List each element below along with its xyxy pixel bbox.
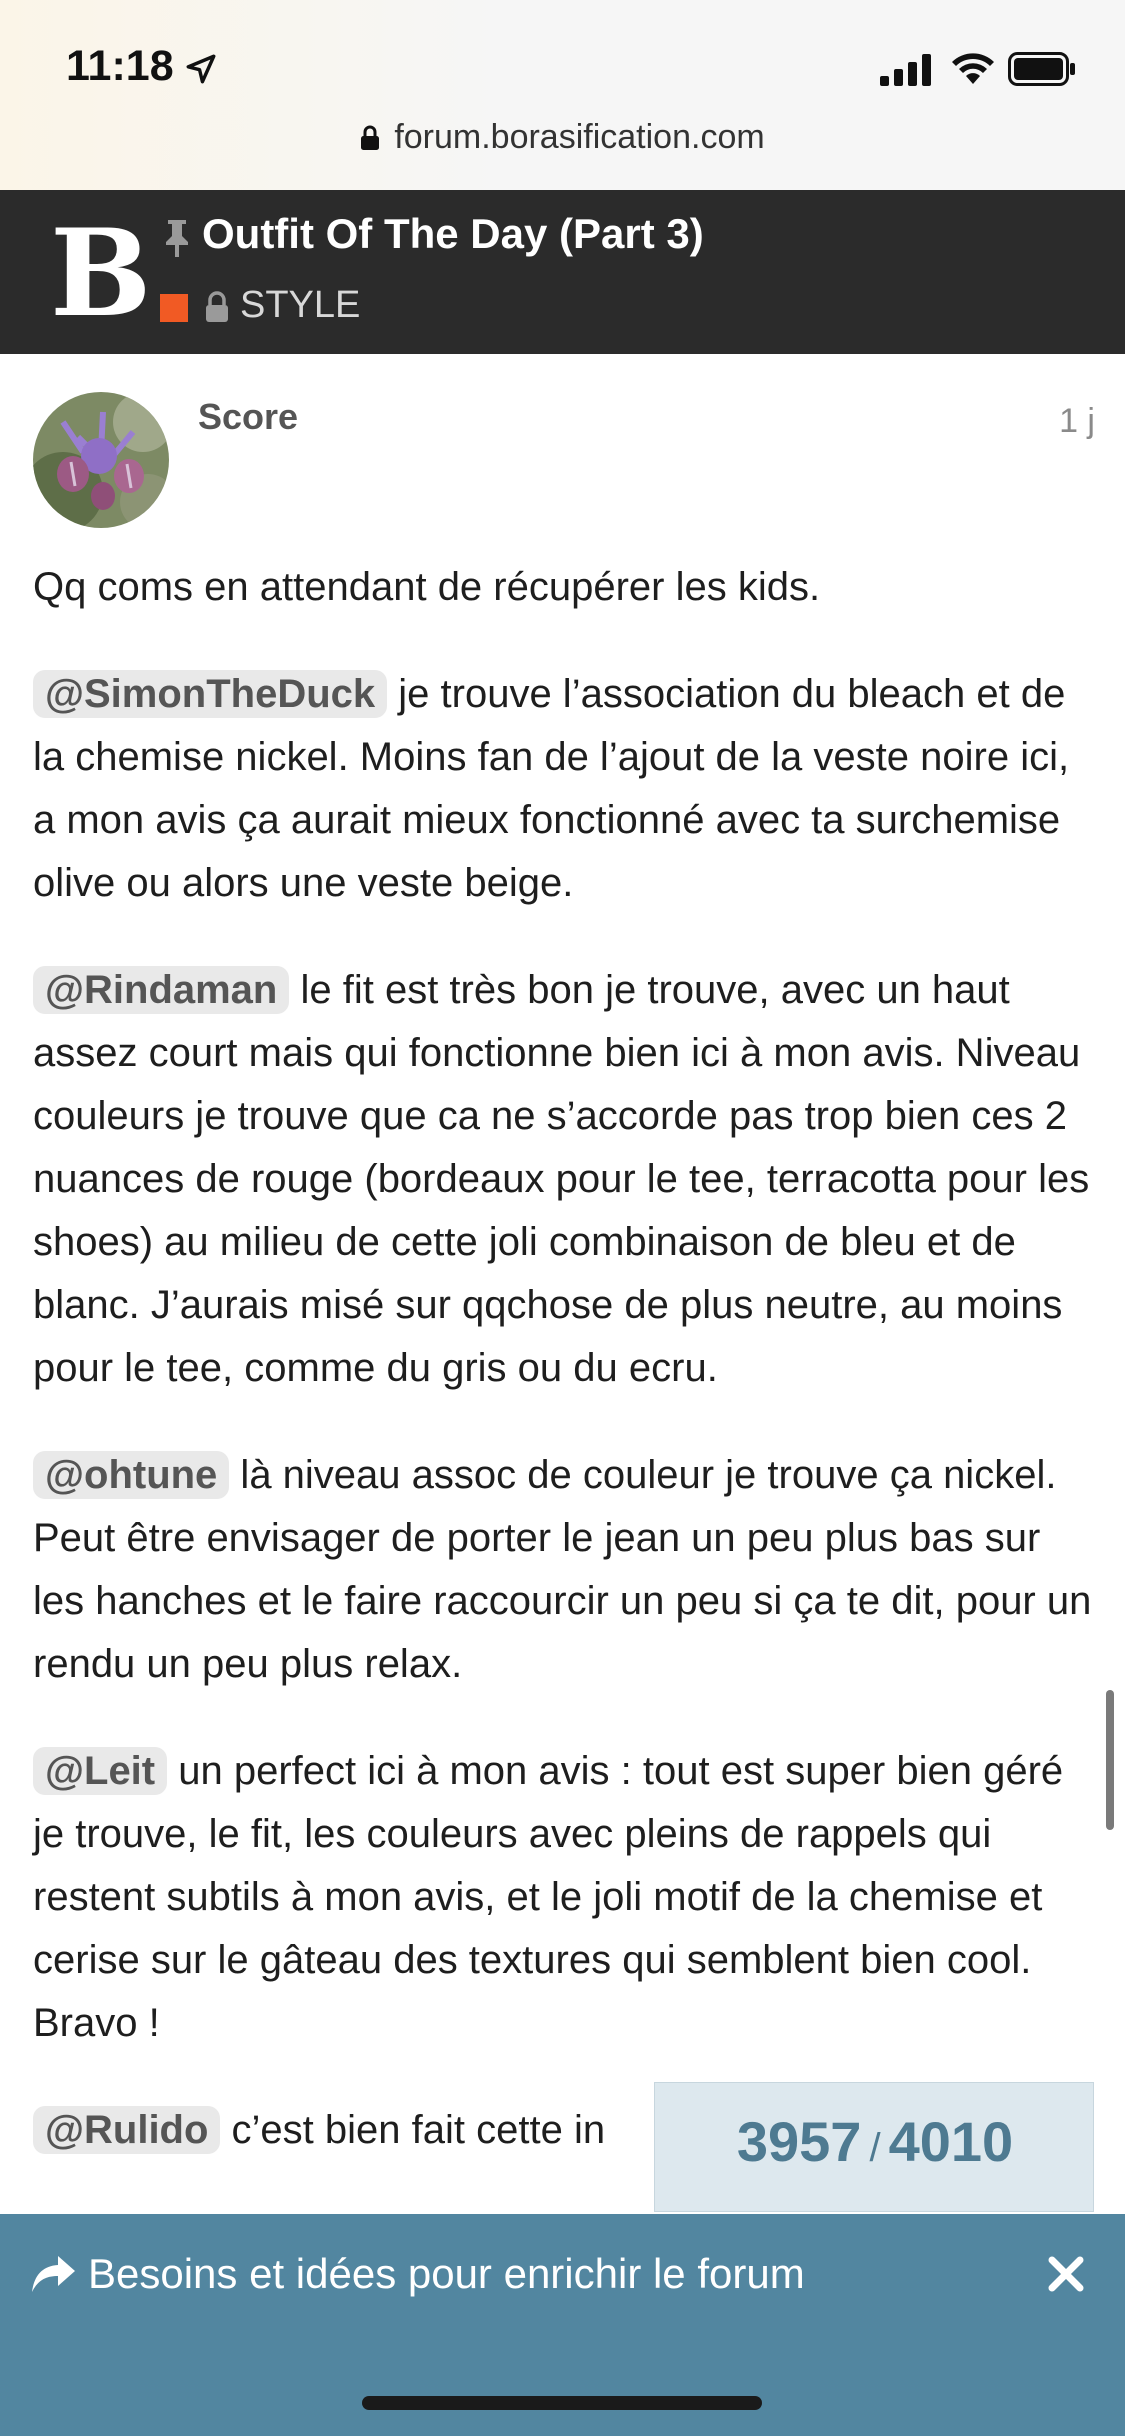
paragraph-text: là niveau assoc de couleur je trouve ça nickel. Peut être envisager de porter le jean un peu plus bas sur les hanches et le faire raccourcir un peu si ça te dit, pour un rendu un peu plus relax. xyxy=(33,1453,1092,1686)
pin-icon xyxy=(160,218,194,258)
category-link[interactable]: STYLE xyxy=(240,284,361,326)
post-paragraph xyxy=(33,959,1093,1400)
announcement-banner[interactable] xyxy=(0,2214,1125,2436)
battery-icon xyxy=(1008,52,1076,86)
post-intro: Qq coms en attendant de récupérer les kids. xyxy=(33,565,821,609)
home-indicator xyxy=(362,2396,762,2410)
banner-text[interactable]: Besoins et idées pour enrichir le forum xyxy=(88,2250,805,2297)
post-body xyxy=(33,556,1093,2206)
progress-current: 3957 xyxy=(736,2110,862,2173)
post-date[interactable]: 1 j xyxy=(1059,402,1095,440)
paragraph-text: c’est bien fait cette in xyxy=(220,2108,606,2152)
lock-icon xyxy=(360,125,380,151)
paragraph-text: un perfect ici à mon avis : tout est super bien géré je trouve, le fit, les couleurs avec pleins de rappels qui restent subtils à mon avis, et le joli motif de la chemise et cerise sur le gâteau des textures qui semblent bien cool. Bravo ! xyxy=(33,1749,1064,2045)
user-mention[interactable]: @Rulido xyxy=(33,2106,220,2154)
status-bar xyxy=(0,0,1125,190)
avatar[interactable] xyxy=(33,392,169,528)
topic-header xyxy=(0,190,1125,354)
user-mention[interactable]: @Leit xyxy=(33,1747,167,1795)
category-color-badge xyxy=(160,294,188,322)
topic-title[interactable]: Outfit Of The Day (Part 3) xyxy=(202,210,704,257)
progress-counter xyxy=(655,2109,1095,2174)
share-arrow-icon xyxy=(30,2254,76,2294)
scrollbar[interactable] xyxy=(1106,1690,1114,1830)
progress-separator: / xyxy=(869,2126,881,2170)
post-paragraph xyxy=(33,663,1093,915)
progress-total: 4010 xyxy=(888,2110,1014,2173)
user-mention[interactable]: @SimonTheDuck xyxy=(33,670,387,718)
site-logo[interactable]: B xyxy=(50,203,152,344)
clock: 11:18 xyxy=(66,42,174,90)
user-mention[interactable]: @ohtune xyxy=(33,1451,229,1499)
topic-progress[interactable] xyxy=(654,2082,1094,2212)
address-bar[interactable] xyxy=(0,118,1125,157)
post-paragraph xyxy=(33,1444,1093,1696)
close-icon[interactable] xyxy=(1046,2254,1086,2294)
post-username[interactable]: Score xyxy=(198,396,299,437)
url-text: forum.borasification.com xyxy=(394,118,765,156)
post-paragraph xyxy=(33,1740,1093,2055)
paragraph-text: je trouve l’association du bleach et de la chemise nickel. Moins fan de l’ajout de la veste noire ici, a mon avis ça aurait mieux fonctionné avec ta surchemise olive ou alors une veste beige. xyxy=(33,672,1070,905)
location-arrow-icon xyxy=(184,52,218,86)
paragraph-text: le fit est très bon je trouve, avec un haut assez court mais qui fonctionne bien ici à mon avis. Niveau couleurs je trouve que ca ne s’accorde pas trop bien ces 2 nuances de rouge (bordeaux pour le tee, terracotta pour les shoes) au milieu de cette joli combinaison de bleu et de blanc. J’aurais misé sur qqchose de plus neutre, au moins pour le tee, comme du gris ou du ecru. xyxy=(33,968,1090,1390)
user-mention[interactable]: @Rindaman xyxy=(33,966,289,1014)
wifi-icon xyxy=(950,50,996,86)
cellular-signal-icon xyxy=(880,54,934,86)
lock-icon xyxy=(204,290,230,324)
